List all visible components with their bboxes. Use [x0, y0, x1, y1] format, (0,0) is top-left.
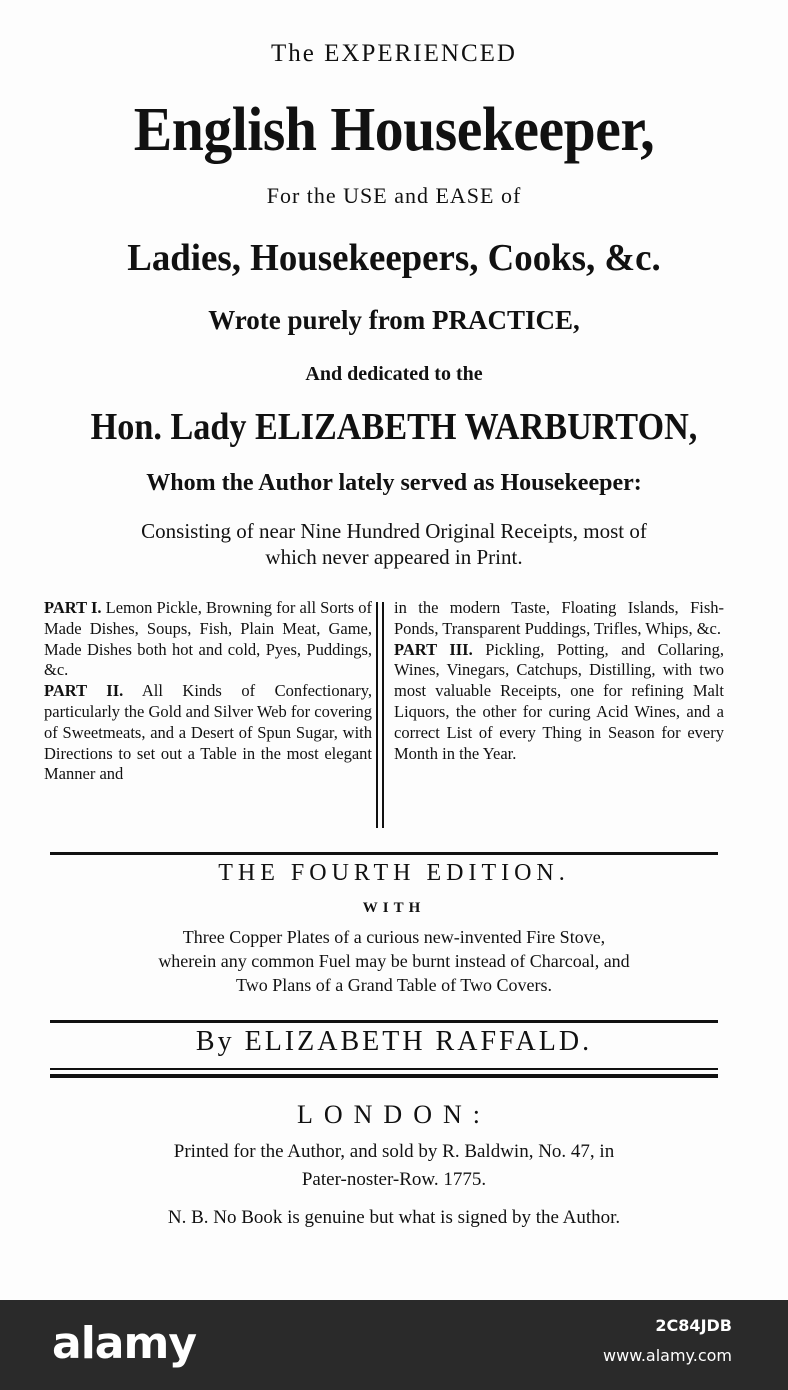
- title-line-experienced: The EXPERIENCED: [271, 40, 517, 67]
- part-1-text: Lemon Pickle, Browning for all Sorts of Made Dishes, Soups, Fish, Plain Meat, Game, Made Dishes both hot and cold, Pyes, Puddings, &c.: [44, 598, 372, 680]
- receipts-line-2: which never appeared in Print.: [265, 545, 523, 569]
- watermark-footer: [0, 1300, 788, 1390]
- title-line-use-and-ease: For the USE and EASE of: [266, 183, 522, 208]
- alamy-logo: alamy: [52, 1318, 196, 1369]
- divider-rule: [50, 852, 718, 855]
- divider-rule: [50, 1020, 718, 1023]
- receipts-line-1: Consisting of near Nine Hundred Original Receipts, most of: [141, 519, 647, 543]
- main-title: English Housekeeper,: [133, 96, 655, 164]
- part-2-continued: in the modern Taste, Floating Islands, Fish-Ponds, Transparent Puddings, Trifles, Whips, &c.: [394, 598, 724, 638]
- column-divider-left: [376, 602, 378, 828]
- title-line-practice: Wrote purely from PRACTICE,: [208, 305, 580, 335]
- part-1-label: PART I.: [44, 598, 102, 617]
- title-line-audience: Ladies, Housekeepers, Cooks, &c.: [127, 237, 661, 279]
- part-2: [44, 681, 372, 785]
- edition-desc-line-2: wherein any common Fuel may be burnt instead of Charcoal, and: [158, 951, 630, 971]
- part-3-label: PART III.: [394, 639, 473, 659]
- edition-desc-line-3: Two Plans of a Grand Table of Two Covers.: [235, 975, 552, 995]
- divider-rule: [50, 1074, 718, 1078]
- part-3-text: Pickling, Potting, and Collaring, Wines, Vinegars, Catchups, Distilling, with two most valuable Receipts, one for refining Malt Liquors, the other for curing Acid Wines, and a correct List of every Thing in Season for every Month in the Year.: [394, 639, 724, 763]
- authenticity-note: N. B. No Book is genuine but what is signed by the Author.: [167, 1207, 621, 1228]
- imprint-line-1: Printed for the Author, and sold by R. Baldwin, No. 47, in: [173, 1141, 615, 1162]
- part-2-label: PART II.: [44, 681, 124, 701]
- edition-description: [0, 925, 788, 997]
- part-3: [394, 640, 724, 765]
- site-url: www.alamy.com: [603, 1346, 732, 1365]
- author-byline: By ELIZABETH RAFFALD.: [195, 1026, 593, 1057]
- part-2-text: All Kinds of Confectionary, particularly the Gold and Silver Web for covering of Sweetmeats, and a Desert of Spun Sugar, with Directions to set out a Table in the most elegant Manner and: [44, 681, 373, 784]
- contents-left-column: [44, 598, 372, 785]
- contents-right-column: [394, 598, 724, 764]
- column-divider-right: [382, 602, 384, 828]
- imprint-printer: [0, 1138, 788, 1194]
- part-1: [44, 598, 372, 681]
- image-id: 2C84JDB: [655, 1316, 732, 1335]
- edition-desc-line-1: Three Copper Plates of a curious new-invented Fire Stove,: [182, 927, 606, 947]
- imprint-city: LONDON:: [297, 1100, 491, 1129]
- edition-with: WITH: [362, 900, 426, 916]
- contents-columns: [44, 598, 724, 830]
- title-line-dedicated: And dedicated to the: [305, 363, 483, 385]
- imprint-line-2: Pater-noster-Row. 1775.: [301, 1169, 487, 1190]
- edition-title: THE FOURTH EDITION.: [218, 860, 570, 886]
- receipts-description: [0, 518, 788, 570]
- divider-rule: [50, 1068, 718, 1070]
- dedicatee-name: Hon. Lady ELIZABETH WARBURTON,: [90, 406, 698, 448]
- title-line-served: Whom the Author lately served as Housekeeper:: [146, 470, 642, 496]
